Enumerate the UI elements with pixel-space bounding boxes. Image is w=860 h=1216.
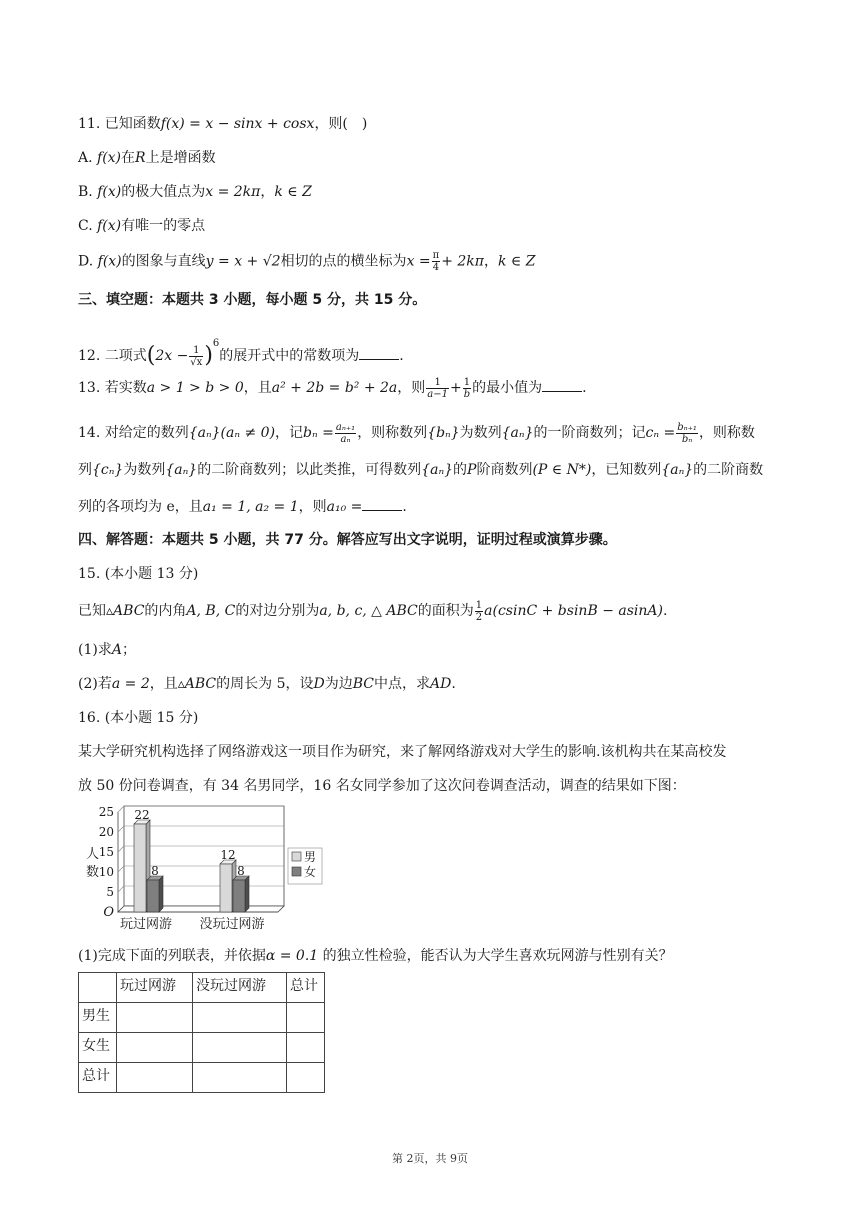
- text: (1)求: [78, 642, 112, 658]
- q14-line-2: [78, 460, 790, 480]
- text: 的极大值点为: [121, 184, 206, 200]
- text: 列的各项均为 e，且: [78, 499, 203, 515]
- text: ，且▵: [149, 676, 185, 692]
- table-cell[interactable]: [117, 1033, 193, 1063]
- text: 上是增函数: [145, 150, 216, 166]
- math: {aₙ}: [421, 462, 454, 478]
- fraction: [676, 422, 698, 445]
- text: 的: [453, 462, 468, 478]
- text: 为边: [324, 676, 353, 692]
- q11-text-end: ，则( ): [314, 116, 368, 132]
- text: 的一阶商数列；记: [533, 425, 646, 441]
- text: ，: [260, 184, 275, 200]
- text: .: [662, 603, 668, 619]
- table-cell[interactable]: [193, 1033, 287, 1063]
- text: ，: [484, 253, 498, 270]
- math: α = 0.1: [265, 948, 319, 964]
- math: AD: [430, 676, 452, 692]
- text: 的图象与直线: [121, 253, 206, 270]
- bar-side: [159, 876, 163, 912]
- text: 13. 若实数: [78, 380, 147, 396]
- y-tick-label: 15: [98, 845, 114, 859]
- math: bₙ =: [303, 425, 334, 441]
- math: a > 1 > b > 0: [146, 380, 244, 396]
- table-cell[interactable]: [193, 1063, 287, 1093]
- gridline-diag: [118, 866, 124, 872]
- y-tick-label: O: [103, 905, 114, 920]
- q11-function: f(x) = x − sinx + cosx: [160, 116, 315, 132]
- gridline-diag: [118, 806, 124, 812]
- text: 12. 二项式: [78, 348, 147, 364]
- text: 阶商数列: [476, 462, 533, 478]
- text: .: [582, 380, 587, 396]
- text: 相切的点的横坐标为: [280, 253, 407, 270]
- denominator: √x: [190, 356, 203, 368]
- math: D: [313, 676, 325, 692]
- math: 2x −: [155, 348, 189, 364]
- gridline-diag: [118, 826, 124, 832]
- math: {cₙ}: [92, 462, 124, 478]
- legend-label: 女: [304, 865, 317, 879]
- q15-stem: [78, 598, 790, 624]
- table-row-label: 男生: [79, 1003, 117, 1033]
- table-row: [79, 1003, 325, 1033]
- bar-data-label: 22: [134, 808, 150, 822]
- numerator: 1: [426, 377, 449, 389]
- text: 的内角: [144, 603, 187, 619]
- q15-part-1: [78, 640, 790, 660]
- q15-heading: 15. (本小题 13 分): [78, 566, 199, 582]
- answer-blank[interactable]: [359, 345, 399, 360]
- text: (2)若: [78, 676, 112, 692]
- text: 的二阶商数列；以此类推，可得数列: [197, 462, 422, 478]
- denominator: 4: [432, 262, 440, 273]
- math: R: [135, 150, 146, 166]
- math: a₁₀ =: [326, 499, 363, 515]
- math: {aₙ}: [501, 425, 534, 441]
- y-tick-label: 5: [106, 885, 114, 899]
- math: x = 2kπ: [205, 184, 261, 200]
- fraction: [463, 377, 471, 400]
- math: {aₙ}(aₙ ≠ 0): [188, 425, 276, 441]
- text: 的展开式中的常数项为: [219, 348, 360, 364]
- text: 的独立性检验，能否认为大学生喜欢玩网游与性别有关？: [318, 948, 673, 964]
- denominator: b: [463, 388, 471, 400]
- q11-option-c: [78, 216, 790, 236]
- q14-line-1: [78, 420, 790, 446]
- math: f(x): [97, 150, 122, 166]
- text: .: [451, 676, 456, 692]
- text: 中点，求: [374, 676, 430, 692]
- math: ABC: [184, 676, 217, 692]
- y-tick-label: 25: [98, 805, 114, 819]
- section-3-heading: 三、填空题：本题共 3 小题，每小题 5 分，共 15 分。: [78, 292, 427, 308]
- math: a(csinC + bsinB − asinA): [484, 603, 663, 619]
- option-letter: B.: [78, 184, 98, 200]
- table-cell[interactable]: [117, 1063, 193, 1093]
- bar-data-label: 8: [237, 864, 245, 878]
- math: {aₙ}: [165, 462, 198, 478]
- numerator: 1: [463, 376, 471, 388]
- fraction: [335, 422, 356, 445]
- q11-option-a: [78, 148, 790, 168]
- numerator: 1: [189, 345, 203, 357]
- option-letter: C.: [78, 218, 98, 234]
- text: 的对边分别为: [235, 603, 320, 619]
- bar-male: [220, 864, 232, 912]
- bar-data-label: 12: [220, 848, 236, 862]
- bar-side: [245, 876, 249, 912]
- text: ，已知数列: [591, 462, 662, 478]
- text: .: [399, 348, 404, 364]
- page-footer: 第 2页，共 9页: [392, 1152, 468, 1165]
- table-cell[interactable]: [287, 1003, 325, 1033]
- q16-part-1: [78, 946, 790, 966]
- denominator: a−1: [427, 388, 448, 400]
- text: ，则: [397, 380, 426, 396]
- q11-option-d: [78, 250, 790, 273]
- text: .: [402, 499, 407, 515]
- text: 已知▵: [78, 603, 114, 619]
- bar-data-label: 8: [151, 864, 159, 878]
- q11-stem: [78, 114, 790, 134]
- exponent: 6: [212, 338, 220, 349]
- text: 的周长为 5，设: [216, 676, 314, 692]
- text: ，则称数列: [357, 425, 428, 441]
- fraction: [426, 377, 449, 400]
- y-axis-label: 人: [86, 847, 100, 862]
- text: ，则: [298, 499, 327, 515]
- legend-label: 男: [304, 850, 317, 864]
- gridline-diag: [118, 886, 124, 892]
- math: x =: [406, 253, 431, 270]
- q12: [78, 330, 790, 370]
- table-header-cell: [79, 973, 117, 1003]
- numerator: bₙ₊₁: [677, 421, 697, 433]
- table-cell[interactable]: [287, 1033, 325, 1063]
- q16-stem-line-2: 放 50 份问卷调查，有 34 名男同学，16 名女同学参加了这次问卷调查活动，调查的结果如下图：: [78, 778, 686, 794]
- fraction: [432, 250, 441, 273]
- section-4-heading: 四、解答题：本题共 5 小题，共 77 分。解答应写出文字说明，证明过程或演算步骤。: [78, 532, 617, 548]
- bar-female: [233, 880, 245, 912]
- math: f(x): [97, 218, 122, 234]
- bar-male: [134, 824, 146, 912]
- option-letter: D.: [78, 253, 98, 270]
- text: 列: [78, 462, 92, 478]
- q11-option-b: [78, 182, 790, 202]
- numerator: π: [432, 250, 440, 261]
- q16-stem-line-1: 某大学研究机构选择了网络游戏这一项目作为研究，来了解网络游戏对大学生的影响.该机构共在某高校发: [78, 744, 727, 760]
- text: ，记: [275, 425, 304, 441]
- table-row-label: 女生: [79, 1033, 117, 1063]
- math: a₁ = 1, a₂ = 1: [202, 499, 299, 515]
- legend-swatch: [292, 852, 301, 861]
- q15-part-2: [78, 674, 790, 694]
- y-tick-label: 10: [98, 865, 114, 879]
- math: y = x + √2: [205, 253, 281, 270]
- math: f(x): [97, 184, 122, 200]
- text: 有唯一的零点: [121, 218, 206, 234]
- q14-line-3: [78, 496, 790, 517]
- q16-heading: 16. (本小题 15 分): [78, 710, 199, 726]
- math: A, B, C: [186, 603, 236, 619]
- table-row: [79, 1033, 325, 1063]
- text: 的面积为: [417, 603, 474, 619]
- denominator: 2: [475, 611, 483, 623]
- text: 为数列: [459, 425, 502, 441]
- math: f(x): [97, 253, 122, 270]
- q13: [78, 374, 790, 402]
- math: (P ∈ N*): [532, 462, 592, 478]
- math: a, b, c, △ ABC: [319, 603, 418, 619]
- text: ，则称数: [698, 425, 755, 441]
- table-header-cell: 没玩过网游: [193, 973, 287, 1003]
- text: (1)完成下面的列联表，并依据: [78, 948, 266, 964]
- text: 14. 对给定的数列: [78, 425, 189, 441]
- q11-text: 11. 已知函数: [78, 116, 161, 132]
- table-cell[interactable]: [117, 1003, 193, 1033]
- table-cell[interactable]: [193, 1003, 287, 1033]
- bar-female: [147, 880, 159, 912]
- gridline-diag: [118, 846, 124, 852]
- contingency-table: [78, 972, 325, 1093]
- math: cₙ =: [645, 425, 676, 441]
- numerator: aₙ₊₁: [335, 421, 356, 433]
- numerator: 1: [475, 599, 483, 611]
- survey-bar-chart: [78, 800, 378, 940]
- table-header-row: [79, 973, 325, 1003]
- fraction: [475, 600, 483, 623]
- text: 在: [121, 150, 136, 166]
- table-row-label: 总计: [79, 1063, 117, 1093]
- denominator: bₙ: [681, 433, 693, 445]
- y-axis-label: 数: [86, 865, 100, 880]
- math: k ∈ Z: [498, 253, 536, 270]
- option-letter: A.: [78, 150, 98, 166]
- table-row: [79, 1063, 325, 1093]
- denominator: aₙ: [340, 433, 351, 445]
- text: ；: [121, 642, 136, 658]
- x-category-label: 没玩过网游: [199, 917, 265, 932]
- text: 的二阶商数: [693, 462, 764, 478]
- answer-blank[interactable]: [362, 496, 402, 511]
- text: 的最小值为: [472, 380, 543, 396]
- plus: +: [450, 380, 462, 396]
- text: ，且: [243, 380, 272, 396]
- math: k ∈ Z: [274, 184, 312, 200]
- x-category-label: 玩过网游: [119, 917, 173, 932]
- paren-open: (: [146, 343, 156, 368]
- table-header-cell: 玩过网游: [117, 973, 193, 1003]
- math: BC: [352, 676, 374, 692]
- table-header-cell: 总计: [287, 973, 325, 1003]
- y-tick-label: 20: [98, 825, 114, 839]
- math: A: [111, 642, 122, 658]
- legend-swatch: [292, 867, 301, 876]
- table-cell[interactable]: [287, 1063, 325, 1093]
- math: P: [467, 462, 477, 478]
- fraction: [189, 345, 203, 368]
- math: + 2kπ: [441, 253, 484, 270]
- text: 为数列: [123, 462, 166, 478]
- math: {bₙ}: [427, 425, 460, 441]
- answer-blank[interactable]: [542, 377, 582, 392]
- math: a = 2: [111, 676, 150, 692]
- math: {aₙ}: [661, 462, 694, 478]
- math: a² + 2b = b² + 2a: [271, 380, 398, 396]
- paren-close: ): [204, 343, 213, 368]
- math: ABC: [113, 603, 145, 619]
